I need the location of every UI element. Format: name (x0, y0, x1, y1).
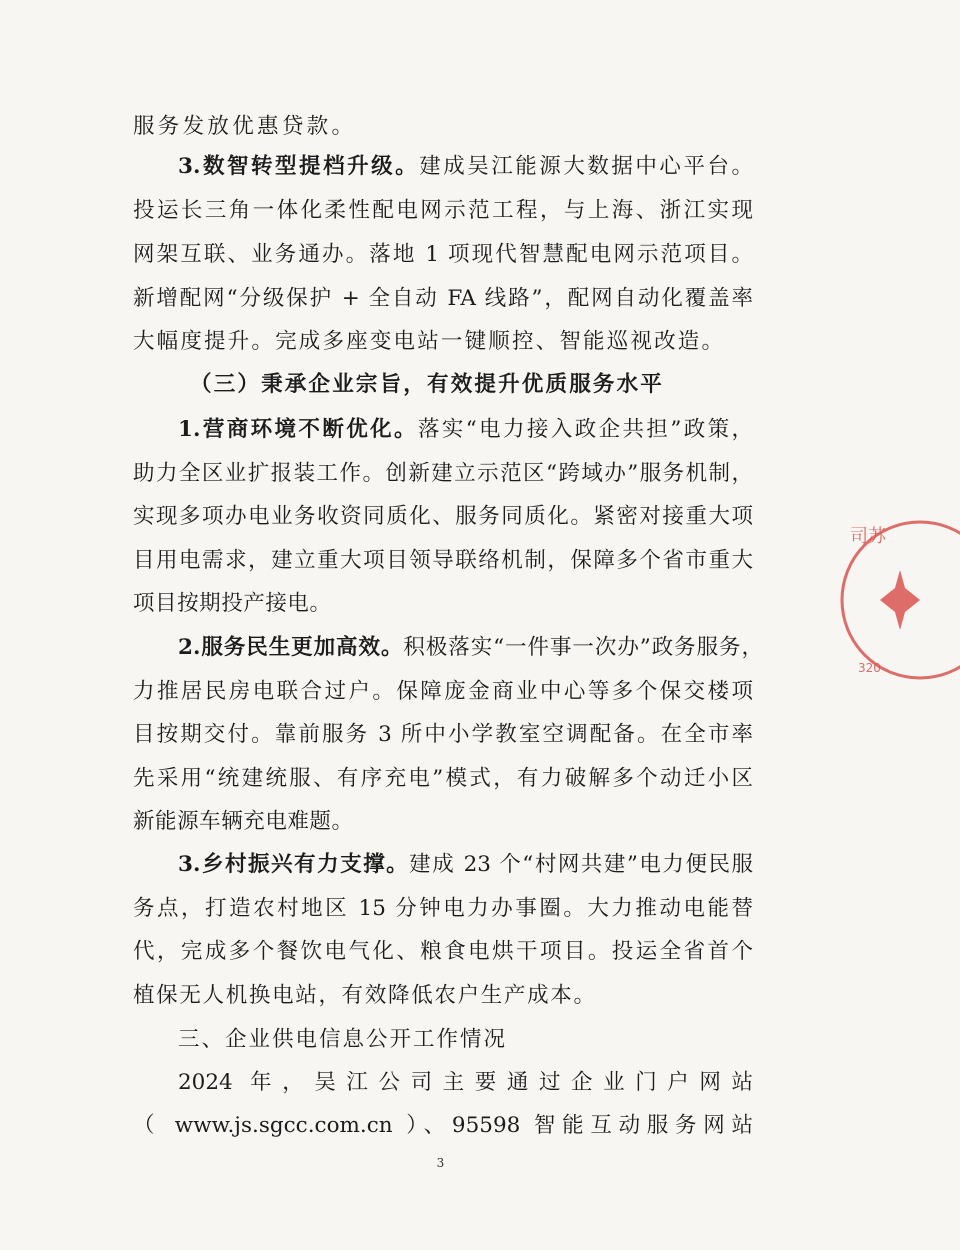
paragraph-line-21: 植保无人机换电站，有效降低农户生产成本。 (133, 983, 595, 1008)
item-heading-digital: 3.数智转型提档升级。 (178, 154, 420, 179)
paragraph-line-10: 实现多项办电业务收资同质化、服务同质化。紧密对接重大项 (133, 504, 753, 529)
section-heading-3: （三）秉承企业宗旨，有效提升优质服务水平 (190, 372, 665, 397)
section-heading-three: 三、企业供电信息公开工作情况 (178, 1027, 508, 1052)
paragraph-line-18: 3.乡村振兴有力支撑。建成 23 个“村网共建”电力便民服 (178, 852, 754, 877)
paragraph-line-2: 3.数智转型提档升级。建成吴江能源大数据中心平台。 (178, 154, 753, 179)
item-heading-livelihood: 2.服务民生更加高效。 (178, 635, 404, 660)
paragraph-line-14: 力推居民房电联合过户。保障庞金商业中心等多个保交楼项 (133, 679, 753, 704)
paragraph-line-19: 务点，打造农村地区 15 分钟电力办事圈。大力推动电能替 (133, 896, 753, 921)
item-heading-rural: 3.乡村振兴有力支撑。 (178, 852, 410, 877)
paragraph-line-4: 网架互联、业务通办。落地 1 项现代智慧配电网示范项目。 (133, 242, 753, 267)
paragraph-line-23: 2024 年，吴江公司主要通过企业门户网站 (178, 1070, 753, 1095)
item-heading-business: 1.营商环境不断优化。 (178, 417, 418, 442)
paragraph-line-11: 目用电需求，建立重大项目领导联络机制，保障多个省市重大 (133, 548, 753, 573)
paragraph-line-20: 代，完成多个餐饮电气化、粮食电烘干项目。投运全省首个 (133, 939, 753, 964)
paragraph-line-17: 新能源车辆充电难题。 (133, 809, 353, 834)
paragraph-line-16: 先采用“统建统服、有序充电”模式，有力破解多个动迁小区 (133, 766, 753, 791)
paragraph-line-6: 大幅度提升。完成多座变电站一键顺控、智能巡视改造。 (133, 329, 723, 354)
red-seal-stamp (840, 500, 960, 700)
paragraph-line-15: 目按期交付。靠前服务 3 所中小学教室空调配备。在全市率 (133, 722, 753, 747)
paragraph-line-5: 新增配网“分级保护 + 全自动 FA 线路”，配网自动化覆盖率 (133, 286, 753, 311)
page-number: 3 (436, 1156, 445, 1170)
svg-text:320: 320 (858, 661, 881, 675)
paragraph-line-3: 投运长三角一体化柔性配电网示范工程，与上海、浙江实现 (133, 198, 753, 223)
paragraph-line-8: 1.营商环境不断优化。落实“电力接入政企共担”政策， (178, 417, 753, 442)
svg-text:司苏: 司苏 (850, 526, 886, 547)
paragraph-line-9: 助力全区业扩报装工作。创新建立示范区“跨域办”服务机制， (133, 461, 753, 486)
paragraph-line-12: 项目按期投产接电。 (133, 591, 331, 616)
paragraph-line-24: （ www.js.sgcc.com.cn ）、95598 智能互动服务网站 (133, 1113, 753, 1138)
paragraph-line-13: 2.服务民生更加高效。积极落实“一件事一次办”政务服务， (178, 635, 763, 660)
paragraph-line-1: 服务发放优惠贷款。 (133, 114, 353, 139)
